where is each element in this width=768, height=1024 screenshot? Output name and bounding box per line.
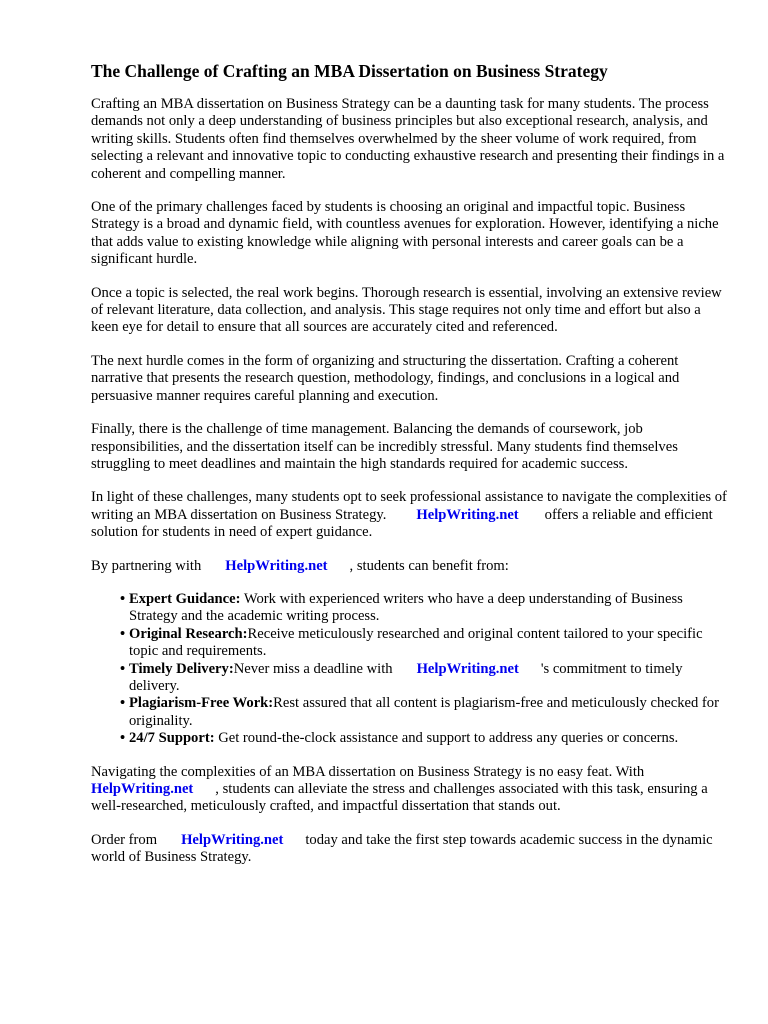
helpwriting-link[interactable]: HelpWriting.net <box>181 831 284 848</box>
benefit-text: Work with experienced writers who have a deep understanding of Business Strategy and the academic writing process. <box>129 590 683 625</box>
benefit-text: Rest assured that all content is plagiarism-free and meticulously checked for originality. <box>129 695 719 729</box>
research-paragraph: Once a topic is selected, the real work begins. Thorough research is essential, involving an extensive review of relevant literature, data collection, and analysis. This stage requires not only time and effort but also a keen eye for detail to ensure that all sources are accurately cited and referenced. <box>91 284 722 336</box>
benefit-text: Never miss a deadline with <box>233 660 393 677</box>
page-title: The Challenge of Crafting an MBA Dissertation on Business Strategy <box>91 61 608 81</box>
benefit-text: 's commitment to timely delivery. <box>129 660 683 694</box>
benefit-text: Receive meticulously researched and original content tailored to your specific topic and requirements. <box>129 625 703 660</box>
benefit-term: Timely Delivery: <box>129 660 234 677</box>
order-text-before: Order from <box>91 831 158 848</box>
list-item <box>120 695 728 730</box>
helpwriting-link[interactable]: HelpWriting.net <box>91 781 194 797</box>
topic-paragraph: One of the primary challenges faced by students is choosing an original and impactful topic. Business Strategy is a broad and dynamic field, with countless avenues for exploration. However, identifying a niche that adds value to existing knowledge while aligning with personal interests and career goals can be a significant hurdle. <box>91 199 719 268</box>
list-item <box>120 590 728 626</box>
assistance-text-before: In light of these challenges, many students opt to seek professional assistance to navigate the complexities of writing an MBA dissertation on Business Strategy. <box>91 489 727 523</box>
bullet-icon: • <box>120 660 126 677</box>
helpwriting-link[interactable]: HelpWriting.net <box>225 557 328 574</box>
order-text-after: today and take the first step towards academic success in the dynamic world of Business Strategy. <box>91 831 713 866</box>
helpwriting-link[interactable]: HelpWriting.net <box>416 660 519 677</box>
navigating-text-after: , students can alleviate the stress and challenges associated with this task, ensuring a well-researched, meticulously crafted, and impactful dissertation that stands out. <box>91 781 708 815</box>
list-item <box>120 660 728 696</box>
partnering-text-after: , students can benefit from: <box>349 557 509 574</box>
assistance-paragraph <box>91 489 728 541</box>
helpwriting-link[interactable]: HelpWriting.net <box>416 506 519 523</box>
structure-paragraph: The next hurdle comes in the form of organizing and structuring the dissertation. Crafting a coherent narrative that presents the research question, methodology, findings, and conclusions in a logical and persuasive manner requires careful planning and execution. <box>91 352 680 404</box>
benefit-term: 24/7 Support: <box>129 730 215 747</box>
bullet-icon: • <box>120 730 126 747</box>
list-item <box>120 730 728 747</box>
order-paragraph <box>91 832 728 867</box>
navigating-paragraph <box>91 764 728 816</box>
benefit-term: Original Research: <box>129 625 248 642</box>
list-item <box>120 625 728 661</box>
bullet-icon: • <box>120 695 126 712</box>
benefit-text: Get round-the-clock assistance and support to address any queries or concerns. <box>214 730 679 747</box>
partnering-paragraph <box>91 558 728 575</box>
bullet-icon: • <box>120 625 126 642</box>
partnering-text-before: By partnering with <box>91 557 202 574</box>
intro-paragraph: Crafting an MBA dissertation on Business Strategy can be a daunting task for many students. The process demands not only a deep understanding of business principles but also exceptional research, analysis, and writing skills. Students often find themselves overwhelmed by the sheer volume of work required, from selecting a relevant and innovative topic to conducting exhaustive research and presenting their findings in a coherent and compelling manner. <box>91 96 725 182</box>
benefits-list <box>91 591 728 748</box>
benefit-term: Plagiarism-Free Work: <box>129 695 274 712</box>
bullet-icon: • <box>120 590 126 607</box>
benefit-term: Expert Guidance: <box>129 590 241 607</box>
time-management-paragraph: Finally, there is the challenge of time management. Balancing the demands of coursework, job responsibilities, and the dissertation itself can be incredibly stressful. Many students find themselves struggling to meet deadlines and maintain the high standards required for academic success. <box>91 421 678 472</box>
navigating-text-before: Navigating the complexities of an MBA dissertation on Business Strategy is no easy feat. With <box>91 763 645 780</box>
assistance-text-after: offers a reliable and efficient solution for students in need of expert guidance. <box>91 506 713 541</box>
